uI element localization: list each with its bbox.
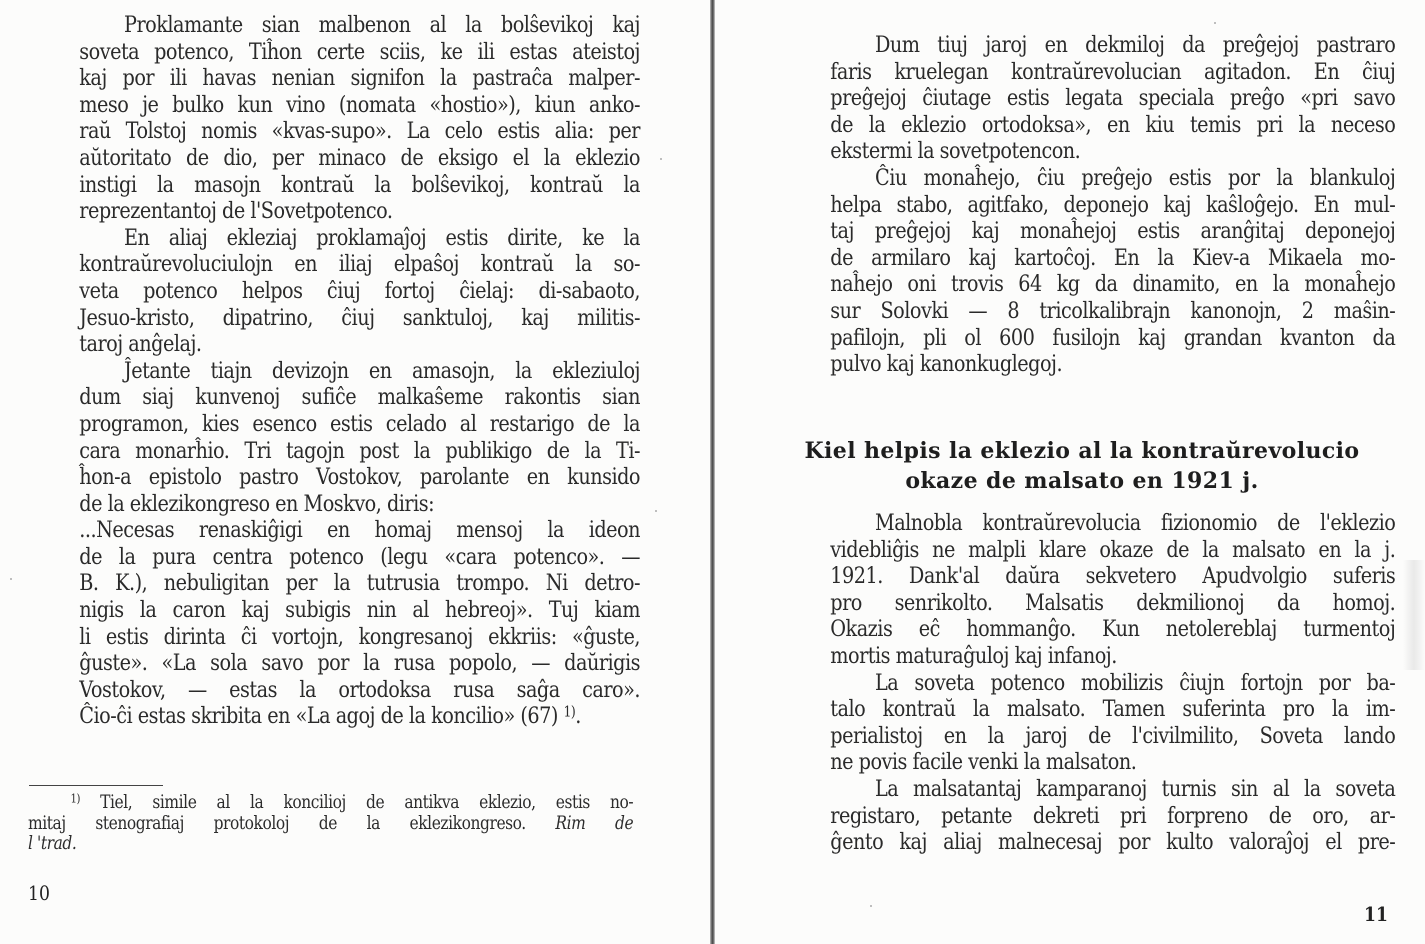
text-line: La malsatantaj kamparanoj turnis sin al la soveta (875, 775, 1396, 802)
text-line: de armilaro kaj kartoĉoj. En la Kiev-a Mikaela mo- (830, 244, 1396, 271)
text-line: de la pura centra potenco (legu «cara potenco». — (79, 543, 640, 570)
text-line: helpa stabo, agitfako, deponejo kaj kaŝloĝejo. En mul- (830, 191, 1396, 218)
text-line: meso je bulko kun vino (nomata «hostio»), kiun anko- (79, 91, 640, 118)
text-line: pafilojn, pli ol 600 fusilojn kaj grandan kvanton da (830, 324, 1396, 351)
footnote-divider (29, 785, 163, 786)
text-line: li estis dirinta ĉi vortojn, kongresanoj ekkriis: «ĝuste, (79, 623, 640, 650)
scan-speck (10, 578, 12, 580)
text-line: ...Necesas renaskiĝigi en homaj mensoj la ideon (79, 517, 640, 544)
scan-speck (870, 905, 872, 907)
text-line: cara monarĥio. Tri tagojn post la publikigo de la Ti- (79, 437, 640, 464)
text-line: mortis maturaĝuloj kaj infanoj. (830, 642, 1117, 669)
text-line: registaro, petante dekreti pri forpreno de oro, ar- (830, 802, 1396, 829)
text-line: Ĵetante tiajn devizojn en amasojn, la ekleziuloj (124, 357, 640, 384)
paragraph (789, 32, 1395, 165)
text-line: dum siaj kunvenoj sufiĉe malkaŝeme rakontis sian (79, 384, 640, 411)
text-line: taroj anĝelaj. (79, 331, 202, 358)
text-line: pro senrikolto. Malsatis dekmilionoj da homoj. (830, 589, 1396, 616)
paragraph (38, 225, 640, 358)
paragraph (789, 670, 1395, 776)
text-line: kaj por ili havas nenian signifon la pastraĉa malper- (79, 65, 640, 92)
text-line: ĥon-a epistolo pastro Vostokov, parolante en kunsido (79, 464, 640, 491)
text-line: ekstermi la sovetpotencon. (830, 138, 1081, 165)
page-edge-shadow (1403, 560, 1425, 670)
text-line: talo kontraŭ la malsato. Tamen suferinta pro la im- (830, 696, 1396, 723)
scan-speck (655, 510, 657, 512)
text-line: En aliaj ekleziaj proklamaĵoj estis dirite, ke la (124, 224, 640, 251)
section-heading (772, 436, 1392, 496)
text-line: 1921. Dank'al daŭra sekvetero Apudvolgio suferis (830, 563, 1396, 590)
section-heading-line: okaze de malsato en 1921 j. (905, 468, 1259, 494)
text-line: sur Solovki — 8 tricolkalibrajn kanonojn, 2 maŝin- (830, 297, 1396, 324)
page-number: 11 (1364, 902, 1388, 926)
text-line: pulvo kaj kanonkuglegoj. (830, 351, 1063, 378)
scan-speck (1214, 22, 1216, 24)
footnote-line (28, 814, 633, 835)
text-line: faris kruelegan kontraŭrevolucian agitadon. En ĉiuj (830, 58, 1396, 85)
footnote-line (28, 793, 633, 814)
text-line: videbliĝis ne malpli klare okaze de la malsato en la j. (830, 536, 1396, 563)
text-line: nigis la caron kaj subigis nin al hebreoj». Tuj kiam (79, 597, 640, 624)
footnote-text: Tiel, simile al la koncilioj de antikva eklezio, estis no- (100, 792, 634, 813)
paragraph (38, 12, 640, 225)
text-line-content: Ĉio-ĉi estas skribita en «La agoj de la koncilio» (67) (79, 703, 558, 730)
text-line: B. K.), nebuligitan per la tutrusia trompo. Ni detro- (79, 570, 640, 597)
text-line: veta potenco helpos ĉiuj fortoj ĉielaj: di-sabaoto, (79, 277, 640, 304)
text-line: instigi la masojn kontraŭ la bolŝevikoj, kontraŭ la (79, 171, 640, 198)
text-line: programon, kies esenco estis celado al restarigo de la (79, 410, 640, 437)
paragraph (789, 510, 1395, 670)
book-gutter (710, 0, 715, 944)
text-line: Ĉio-ĉi estas skribita en «La agoj de la koncilio» (67) $^{1)}$. (79, 703, 581, 730)
text-line: Malnobla kontraŭrevolucia fizionomio de l'eklezio (875, 510, 1396, 536)
right-page-body-bottom (789, 510, 1395, 856)
text-line: reprezentantoj de l'Sovetpotenco. (79, 198, 393, 225)
text-line: ĝuste». «La sola savo por la rusa popolo, — daŭrigis (79, 650, 640, 677)
paragraph (789, 165, 1395, 378)
text-line: aŭtoritato de dio, per minaco de eksigo el la eklezio (79, 144, 640, 171)
text-line: Dum tiuj jaroj en dekmiloj da preĝejoj pastraro (875, 32, 1396, 58)
text-line: ne povis facile venki la malsaton. (830, 749, 1137, 776)
text-line: kontraŭrevoluciulojn en iliaj elpaŝoj kontraŭ la so- (79, 251, 640, 278)
text-line: Jesuo-kristo, dipatrino, ĉiuj sanktuloj, kaj militis- (79, 304, 640, 331)
footnote-line (28, 834, 633, 855)
text-line: raŭ Tolstoj nomis «kvas-supo». La celo estis alia: per (79, 118, 640, 145)
text-line: preĝejoj ĉiutage estis legata speciala preĝo «pri savo (830, 85, 1396, 112)
right-page-body-top (789, 32, 1395, 378)
text-line: Ĉiu monaĥejo, ĉiu preĝejo estis por la blankuloj (875, 164, 1396, 191)
translator-note: l 'trad. (28, 833, 77, 854)
page-number: 10 (28, 881, 50, 905)
text-line: naĥejo oni trovis 64 kg da dinamito, en la monaĥejo (830, 271, 1396, 298)
text-line: Okazis eĉ hommanĝo. Kun netolereblaj turmentoj (830, 616, 1396, 643)
scan-speck (660, 158, 662, 160)
text-line: de la eklezikongreso en Moskvo, diris: (79, 490, 435, 517)
text-line: Vostokov, — estas la ortodoksa rusa saĝa caro». (79, 676, 640, 703)
section-heading-line: Kiel helpis la eklezio al la kontraŭrevolucio (804, 438, 1360, 464)
text-line: soveta potenco, Tiĥon certe sciis, ke ili estas ateistoj (79, 38, 640, 65)
text-line: ĝento kaj aliaj malnecesaj por kulto valoraĵoj el pre- (830, 829, 1396, 856)
paragraph (789, 776, 1395, 856)
left-page-body (38, 12, 640, 730)
footnote-text: mitaj stenografiaj protokoloj de la eklezikongreso. (28, 812, 526, 834)
text-line: perialistoj en la jaroj de l'civilmilito, Soveta lando (830, 722, 1396, 749)
text-line: de la eklezio ortodoksa», en kiu temis pri la neceso (830, 111, 1396, 138)
text-line: Proklamante sian malbenon al la bolŝevikoj kaj (124, 12, 640, 38)
paragraph (38, 358, 640, 518)
footnote-reference[interactable]: 1) (563, 703, 576, 721)
translator-note: Rim de (555, 812, 634, 834)
text-line: taj preĝejoj kaj monaĥejoj estis aranĝitaj deponejoj (830, 218, 1396, 245)
quote-paragraph (38, 517, 640, 730)
text-line: La soveta potenco mobilizis ĉiujn fortojn por ba- (875, 669, 1396, 696)
footnote (28, 793, 633, 855)
footnote-marker: 1) (70, 791, 80, 806)
